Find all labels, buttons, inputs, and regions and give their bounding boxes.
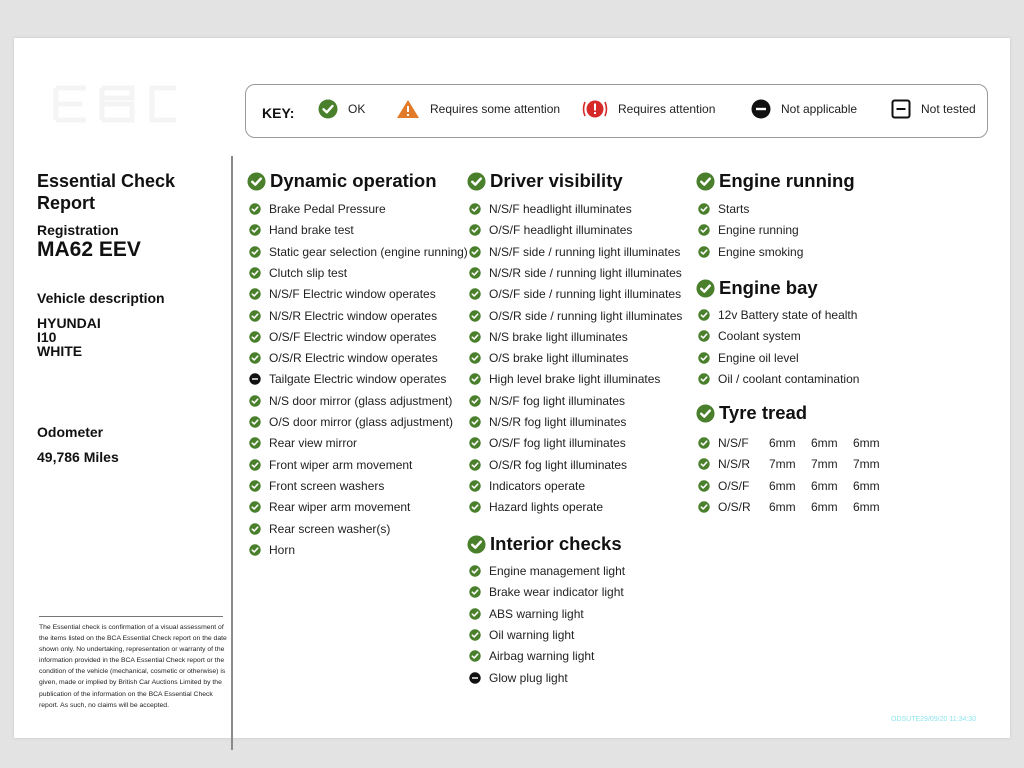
check-item-label: Engine running	[718, 223, 799, 238]
check-item-brake-pedal-pressure	[249, 202, 386, 216]
check-item-label: N/S/F headlight illuminates	[489, 202, 632, 216]
check-item-label: N/S/R side / running light illuminates	[489, 265, 682, 280]
tyre-depth-o-s-f-3: 6mm	[853, 478, 880, 493]
check-item-label: O/S/F Electric window operates	[269, 329, 437, 344]
check-item-o-s-r-fog-light-illuminates	[469, 458, 627, 472]
key-label-some-attention: Requires some attention	[430, 102, 561, 116]
check-item-label: Glow plug light	[489, 670, 568, 685]
ok-check-icon	[698, 501, 710, 513]
driver-visibility-heading	[467, 170, 623, 192]
check-item-label: 12v Battery state of health	[718, 308, 858, 322]
registration-label: Registration	[37, 222, 119, 238]
check-item-label: High level brake light illuminates	[489, 372, 661, 387]
ok-check-icon	[249, 203, 261, 215]
alert-exclamation-icon	[582, 99, 608, 119]
check-item-starts	[698, 202, 749, 216]
ok-check-icon	[469, 224, 481, 236]
check-item-label: O/S door mirror (glass adjustment)	[269, 415, 454, 429]
ok-check-icon	[469, 373, 481, 385]
ok-check-icon	[698, 330, 710, 342]
check-item-n-s-f	[698, 436, 749, 450]
check-item-label: Tailgate Electric window operates	[269, 372, 447, 387]
check-item-n-s-f-fog-light-illuminates	[469, 394, 625, 408]
ok-check-icon	[249, 224, 261, 236]
report-page	[14, 38, 1010, 738]
check-item-n-s-brake-light-illuminates	[469, 330, 628, 344]
check-item-label: Indicators operate	[489, 478, 586, 493]
check-item-label: O/S/R	[718, 499, 751, 514]
check-item-label: O/S/F fog light illuminates	[489, 436, 626, 451]
key-title: KEY:	[262, 105, 295, 121]
ok-check-icon	[469, 501, 481, 513]
section-title: Dynamic operation	[270, 170, 437, 191]
check-item-label: Hazard lights operate	[489, 500, 604, 515]
ok-check-icon	[469, 629, 481, 641]
ok-check-icon	[696, 404, 715, 423]
disclaimer-text: The Essential check is confirmation of a visual assessment of the items listed on the BCA Essential Check report on the date shown only. No undertaking, representation or warranty of the information provided in the BCA Essential Check report or the condition of the vehicle (mechanical, cosmetic or otherwise) is given, made or implied by British Car Auctions Limited by the publication of the information on the BCA Essential Check report. As such, no claims will be accepted.	[39, 624, 227, 709]
ok-check-icon	[249, 352, 261, 364]
ok-check-icon	[698, 458, 710, 470]
check-item-front-wiper-arm-movement	[249, 458, 412, 472]
check-item-n-s-f-side-running-light-illuminates	[469, 245, 680, 259]
check-item-label: N/S/R	[718, 457, 751, 472]
ok-check-icon	[696, 172, 715, 191]
check-item-oil-warning-light	[469, 628, 574, 642]
key-item-ok	[318, 99, 365, 119]
ok-check-icon	[469, 352, 481, 364]
check-item-n-s-r-fog-light-illuminates	[469, 415, 626, 429]
ok-check-icon	[249, 288, 261, 300]
check-item-n-s-f-headlight-illuminates	[469, 202, 632, 216]
check-item-label: N/S/F	[718, 436, 749, 450]
dynamic-operation-heading	[247, 170, 437, 192]
key-label-not-applicable: Not applicable	[781, 102, 858, 116]
check-item-label: N/S brake light illuminates	[489, 329, 628, 344]
warning-triangle-icon	[396, 99, 420, 119]
ok-check-icon	[469, 480, 481, 492]
ok-check-icon	[249, 310, 261, 322]
ok-check-icon	[469, 565, 481, 577]
section-title: Interior checks	[490, 533, 622, 554]
registration-value: MA62 EEV	[37, 238, 141, 261]
key-item-not-applicable	[751, 99, 857, 119]
ok-check-icon	[698, 480, 710, 492]
check-item-label: N/S door mirror (glass adjustment)	[269, 393, 453, 408]
check-item-label: ABS warning light	[489, 606, 584, 621]
check-item-label: Brake wear indicator light	[489, 585, 624, 600]
check-item-clutch-slip-test	[249, 266, 347, 280]
tyre-depth-n-s-r-1: 7mm	[769, 457, 796, 472]
check-item-label: O/S/F side / running light illuminates	[489, 287, 682, 302]
ok-check-icon	[249, 331, 261, 343]
check-item-n-s-r-electric-window-operates	[249, 309, 437, 323]
ok-check-icon	[467, 172, 486, 191]
check-item-n-s-f-electric-window-operates	[249, 287, 436, 301]
check-item-hand-brake-test	[249, 223, 354, 237]
check-item-o-s-f-side-running-light-illuminates	[469, 287, 681, 301]
check-item-label: Coolant system	[718, 329, 801, 344]
vehicle-model: I10	[37, 329, 57, 345]
ok-check-icon	[469, 288, 481, 300]
check-item-engine-oil-level	[698, 351, 799, 365]
engine-bay-heading	[696, 277, 818, 299]
section-title: Engine bay	[719, 277, 818, 298]
check-item-indicators-operate	[469, 479, 585, 493]
ok-check-icon	[469, 246, 481, 258]
check-item-label: Front screen washers	[269, 478, 385, 493]
ok-check-icon	[469, 437, 481, 449]
key-label-not-tested: Not tested	[921, 102, 976, 116]
bca-logo	[44, 82, 184, 126]
check-item-label: N/S/F side / running light illuminates	[489, 244, 681, 259]
check-item-label: Engine management light	[489, 564, 626, 578]
ok-check-icon	[469, 310, 481, 322]
tyre-depth-o-s-r-3: 6mm	[853, 499, 880, 514]
ok-check-icon	[698, 352, 710, 364]
ok-check-icon	[469, 650, 481, 662]
section-title: Tyre tread	[719, 402, 808, 423]
not-applicable-icon	[469, 672, 481, 684]
check-item-horn	[249, 543, 295, 557]
engine-running-heading	[696, 170, 855, 192]
check-item-label: O/S/R side / running light illuminates	[489, 308, 683, 323]
not-applicable-icon	[751, 99, 771, 119]
check-item-label: Clutch slip test	[269, 265, 348, 280]
check-item-front-screen-washers	[249, 479, 384, 493]
ok-check-icon	[318, 99, 338, 119]
check-item-label: N/S/R Electric window operates	[269, 308, 438, 323]
check-item-label: Rear wiper arm movement	[269, 500, 411, 515]
check-item-airbag-warning-light	[469, 649, 594, 663]
vehicle-colour: WHITE	[37, 343, 83, 359]
check-item-static-gear-selection-engine-running	[249, 245, 468, 259]
ok-check-icon	[249, 523, 261, 535]
check-item-o-s-r	[698, 500, 751, 514]
check-item-label: O/S brake light illuminates	[489, 351, 629, 366]
check-item-high-level-brake-light-illuminates	[469, 372, 660, 386]
check-item-n-s-r-side-running-light-illuminates	[469, 266, 682, 280]
ok-check-icon	[249, 459, 261, 471]
tyre-depth-o-s-r-1: 6mm	[769, 499, 796, 514]
tyre-depth-n-s-r-2: 7mm	[811, 457, 838, 472]
check-item-hazard-lights-operate	[469, 500, 603, 514]
check-item-brake-wear-indicator-light	[469, 585, 624, 599]
ok-check-icon	[469, 416, 481, 428]
ok-check-icon	[249, 416, 261, 428]
ok-check-icon	[469, 395, 481, 407]
check-item-rear-view-mirror	[249, 436, 357, 450]
check-item-o-s-f	[698, 479, 749, 493]
check-item-rear-wiper-arm-movement	[249, 500, 410, 514]
check-item-glow-plug-light	[469, 671, 568, 685]
report-timestamp: ODSUTE29/09/20 11:34:30	[891, 716, 977, 723]
check-item-n-s-r	[698, 457, 750, 471]
tyre-depth-n-s-f-2: 6mm	[811, 436, 838, 450]
ok-check-icon	[249, 267, 261, 279]
section-title: Driver visibility	[490, 170, 623, 191]
check-item-label: Brake Pedal Pressure	[269, 202, 386, 216]
check-item-o-s-brake-light-illuminates	[469, 351, 628, 365]
ok-check-icon	[698, 224, 710, 236]
ok-check-icon	[249, 544, 261, 556]
ok-check-icon	[469, 331, 481, 343]
check-item-label: N/S/R fog light illuminates	[489, 415, 627, 429]
ok-check-icon	[469, 586, 481, 598]
sidebar-divider	[231, 156, 233, 750]
check-item-o-s-f-headlight-illuminates	[469, 223, 632, 237]
check-item-label: Oil warning light	[489, 627, 575, 642]
ok-check-icon	[698, 373, 710, 385]
check-item-label: N/S/F Electric window operates	[269, 287, 436, 302]
status-key	[245, 84, 988, 138]
check-item-label: Hand brake test	[269, 223, 354, 238]
check-item-label: Starts	[718, 202, 750, 216]
check-item-label: O/S/R fog light illuminates	[489, 457, 628, 472]
tyre-depth-o-s-f-2: 6mm	[811, 478, 838, 493]
check-item-rear-screen-washer-s	[249, 522, 390, 536]
check-item-tailgate-electric-window-operates	[249, 372, 446, 386]
check-item-label: Rear screen washer(s)	[269, 521, 391, 536]
tyre-depth-n-s-f-1: 6mm	[769, 436, 796, 450]
ok-check-icon	[698, 246, 710, 258]
check-item-coolant-system	[698, 329, 801, 343]
check-item-n-s-door-mirror-glass-adjustment	[249, 394, 452, 408]
check-item-engine-smoking	[698, 245, 803, 259]
check-item-label: Engine oil level	[718, 350, 799, 365]
vehicle-description-label: Vehicle description	[37, 290, 165, 306]
tyre-depth-n-s-f-3: 6mm	[853, 436, 880, 450]
tyre-depth-o-s-r-2: 6mm	[811, 499, 838, 514]
ok-check-icon	[249, 437, 261, 449]
key-label-ok: OK	[348, 102, 366, 116]
odometer-value: 49,786 Miles	[37, 449, 119, 465]
check-item-label: O/S/F headlight illuminates	[489, 223, 633, 238]
check-item-engine-management-light	[469, 564, 625, 578]
check-item-abs-warning-light	[469, 607, 584, 621]
check-item-o-s-door-mirror-glass-adjustment	[249, 415, 453, 429]
key-item-attention	[582, 99, 715, 119]
check-item-o-s-r-electric-window-operates	[249, 351, 438, 365]
check-item-engine-running	[698, 223, 799, 237]
ok-check-icon	[247, 172, 266, 191]
key-item-not-tested	[891, 99, 976, 119]
interior-checks-heading	[467, 533, 622, 555]
ok-check-icon	[696, 279, 715, 298]
key-item-some-attention	[396, 99, 560, 119]
check-item-oil-coolant-contamination	[698, 372, 859, 386]
check-item-label: Engine smoking	[718, 244, 804, 259]
tyre-tread-heading	[696, 402, 807, 424]
check-item-label: Front wiper arm movement	[269, 457, 413, 472]
check-item-label: O/S/F	[718, 478, 750, 493]
check-item-label: O/S/R Electric window operates	[269, 351, 438, 366]
section-title: Engine running	[719, 170, 855, 191]
check-item-o-s-f-electric-window-operates	[249, 330, 436, 344]
disclaimer-divider	[39, 616, 223, 617]
report-title: Essential Check Report	[37, 171, 176, 213]
tyre-depth-o-s-f-1: 6mm	[769, 478, 796, 493]
not-tested-icon	[891, 99, 911, 119]
ok-check-icon	[469, 608, 481, 620]
check-item-label: Horn	[269, 542, 296, 557]
ok-check-icon	[698, 203, 710, 215]
ok-check-icon	[698, 309, 710, 321]
not-applicable-icon	[249, 373, 261, 385]
check-item-label: Oil / coolant contamination	[718, 371, 860, 386]
ok-check-icon	[249, 246, 261, 258]
check-item-label: N/S/F fog light illuminates	[489, 393, 626, 408]
ok-check-icon	[249, 501, 261, 513]
ok-check-icon	[469, 203, 481, 215]
key-label-attention: Requires attention	[618, 102, 716, 116]
ok-check-icon	[698, 437, 710, 449]
check-item-label: Rear view mirror	[269, 436, 358, 451]
check-item-12v-battery-state-of-health	[698, 308, 857, 322]
check-item-o-s-r-side-running-light-illuminates	[469, 309, 682, 323]
odometer-label: Odometer	[37, 424, 104, 440]
check-item-label: Static gear selection (engine running)	[269, 244, 468, 259]
ok-check-icon	[469, 267, 481, 279]
check-item-label: Airbag warning light	[489, 649, 595, 664]
ok-check-icon	[249, 395, 261, 407]
check-item-o-s-f-fog-light-illuminates	[469, 436, 626, 450]
ok-check-icon	[249, 480, 261, 492]
vehicle-make: HYUNDAI	[37, 315, 101, 331]
tyre-depth-n-s-r-3: 7mm	[853, 457, 880, 472]
ok-check-icon	[469, 459, 481, 471]
ok-check-icon	[467, 535, 486, 554]
